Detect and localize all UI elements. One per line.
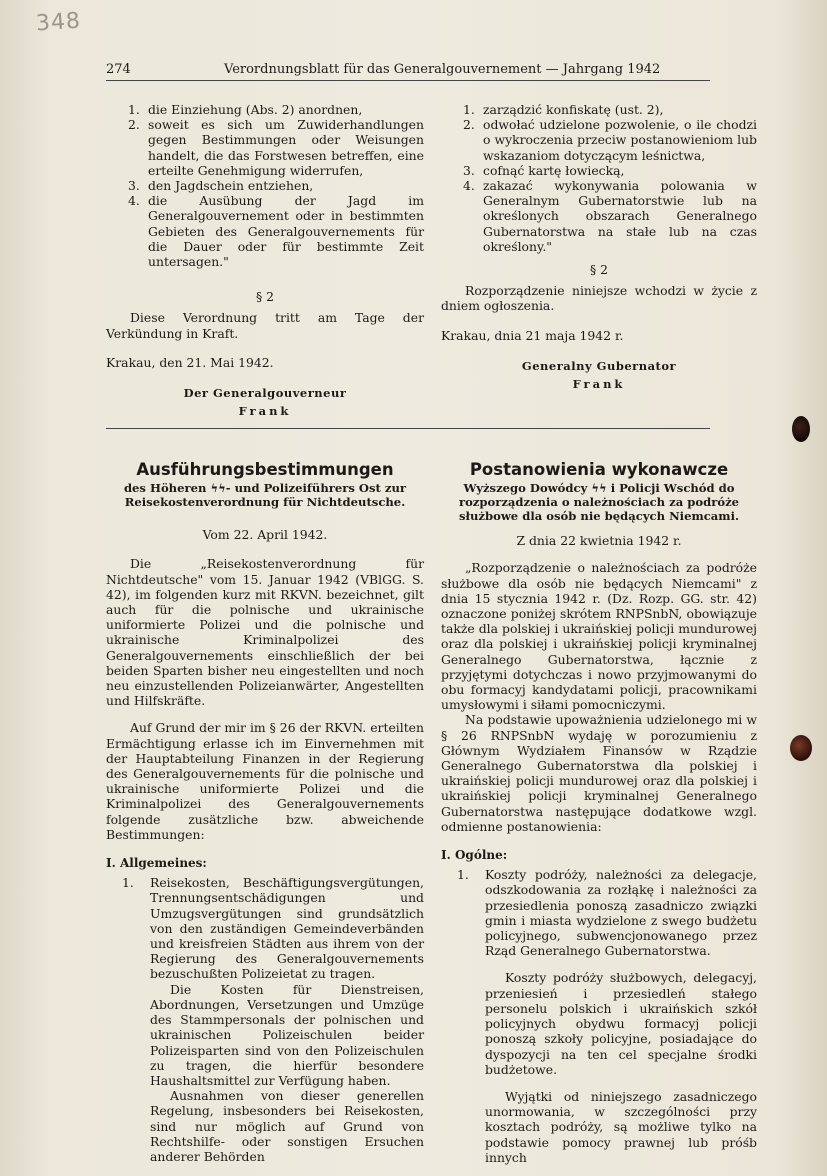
polish-date: Z dnia 22 kwietnia 1942 r. <box>516 533 682 549</box>
german-subheading: des Höheren ϟϟ- und Polizeiführers Ost zur Reisekostenverordnung für Nichtdeutsche. <box>123 481 407 510</box>
signature-title: Der Generalgouverneur <box>183 386 347 401</box>
place-date: Krakau, den 21. Mai 1942. <box>106 354 274 370</box>
place-date: Krakau, dnia 21 maja 1942 r. <box>441 327 624 343</box>
list-item: 4. die Ausübung der Jagd im Generalgouvernement oder in bestimmten Gebieten des Generalgouvernements für die Dauer oder für bestimmte Zeit untersagen." <box>128 193 424 270</box>
polish-paragraph-1: „Rozporządzenie o należnościach za podróże służbowe dla osób nie będących Niemcami" z dnia 15 stycznia 1942 r. (Dz. Rozp. GG. str. 42) oznaczone poniżej skrótem RNPSnbN, obowiązuje także dla polskiej i ukraińskiej policji mundurowej oraz dla polskiej i ukraińskiej policji kryminalnej Generalnego Gubernatorstwa, łącznie z przyjętymi dotychczas i nowo przyjmowanymi do obu formacyj kandydatami policji, pracownikami umysłowymi i siłami pomocniczymi. <box>441 560 757 713</box>
section-mark: § 2 <box>589 262 609 278</box>
german-paragraph-2: Auf Grund der mir im § 26 der RKVN. erteilten Ermächtigung erlasse ich im Einvernehmen mit der Hauptabteilung Finanzen in der Regierung des Generalgouvernements für die polnische und ukrainische uniformierte Polizei und die Kriminalpolizei des Generalgouvernements folgende zusätzliche bzw. abweichende Bestimmungen: <box>106 720 424 842</box>
list-item: 1. zarządzić konfiskatę (ust. 2), <box>463 102 664 117</box>
section-divider <box>106 428 710 429</box>
list-item: 1. die Einziehung (Abs. 2) anordnen, <box>128 102 363 117</box>
polish-section-item: 1. Koszty podróży, należności za delegacje, odszkodowania za rozłąkę i należności za przesiedlenia ponoszą zasadniczo związki gmin i miasta wydzielone z swego budżetu policyjnego, subwencjonowanego przez Rząd Generalnego Gubernatorstwa. <box>457 867 757 959</box>
list-item: 2. soweit es sich um Zuwiderhandlungen gegen Bestimmungen oder Weisungen handelt, die das Forstwesen betreffen, eine erteilte Genehmigung widerrufen, <box>128 117 424 178</box>
binder-hole <box>792 416 810 442</box>
german-paragraph-4: Ausnahmen von dieser generellen Regelung, insbesonders bei Reisekosten, sind nur möglich auf Grund von Rechtshilfe- oder sonstigen Ersuchen anderer Behörden <box>150 1088 424 1164</box>
top-right-column <box>441 102 757 392</box>
list-item: 4. zakazać wykonywania polowania w Generalnym Gubernatorstwie lub na określonych obszarach Generalnego Gubernatorstwa na stałe lub na czas określony." <box>463 178 757 254</box>
header-rule <box>106 80 710 81</box>
polish-paragraph-4: Wyjątki od niniejszego zasadniczego unormowania, w szczególności przy kosztach podróży, są możliwe tylko na podstawie pomocy prawnej lub próśb innych <box>485 1088 757 1165</box>
polish-paragraph-3: Koszty podróży służbowych, delegacyj, przeniesień i przesiedleń stałego personelu polskich i ukraińskich szkół policyjnych obydwu formacyj policji ponoszą szkoły policyjne, posiadające do dyspozycji na ten cel specjalne środki budżetowe. <box>485 970 757 1077</box>
german-section-item: 1. Reisekosten, Beschäftigungsvergütungen, Trennungsentschädigungen und Umzugsvergütungen sind grundsätzlich von den zuständigen Gemeindeverbänden und kreisfreien Städten aus ihrem von der Regierung des Generalgouvernements bezuschußten Polizeietat zu tragen. <box>122 875 424 982</box>
german-item-list <box>106 102 424 269</box>
list-item: 3. cofnąć kartę łowiecką, <box>463 162 625 178</box>
page-number: 274 <box>106 62 131 77</box>
section-text: Diese Verordnung tritt am Tage der Verkündung in Kraft. <box>106 310 424 341</box>
polish-subheading: Wyższego Dowódcy ϟϟ i Policji Wschód do rozporządzenia o należnościach za podróże służbowe dla osób nie będących Niemcami. <box>458 481 740 524</box>
polish-heading: Postanowienia wykonawcze <box>469 460 729 479</box>
polish-section-head: I. Ogólne: <box>441 848 508 863</box>
german-heading: Ausführungsbestimmungen <box>136 460 394 479</box>
polish-paragraph-2: Na podstawie upoważnienia udzielonego mi w § 26 RNPSnbN wydaję w porozumieniu z Głównym Wydziałem Finansów w Rządzie Generalnego Gubernatorstwa dla polskiej i ukraińskiej policji mundurowej oraz dla polskiej i ukraińskiej policji kryminalnej Generalnego Gubernatorstwa następujące dodatkowe wzgl. odmienne postanowienia: <box>441 712 757 834</box>
signature-name: Frank <box>238 404 292 419</box>
top-left-column <box>106 102 424 419</box>
signature-name: Frank <box>572 377 626 392</box>
section-text: Rozporządzenie niniejsze wchodzi w życie z dniem ogłoszenia. <box>441 283 757 314</box>
pencil-archive-number: 348 <box>35 8 82 37</box>
bottom-right-column <box>441 462 757 1165</box>
german-date: Vom 22. April 1942. <box>202 527 328 543</box>
polish-item-list <box>441 102 757 254</box>
bottom-left-column <box>106 462 424 1164</box>
german-paragraph-1: Die „Reisekostenverordnung für Nichtdeutsche" vom 15. Januar 1942 (VBlGG. S. 42), im folgenden kurz mit RKVN. bezeichnet, gilt auch für die polnische und ukrainische uniformierte Polizei und die polnische und ukrainische Kriminalpolizei des Generalgouvernements einschließlich der bei beiden Sparten bisher neu eingestellten und noch neu einzustellenden Polizeianwärter, Angestellten und Hilfskräfte. <box>106 556 424 709</box>
binder-hole <box>790 735 812 761</box>
german-paragraph-3: Die Kosten für Dienstreisen, Abordnungen, Versetzungen und Umzüge des Stammpersonals der polnischen und ukrainischen Polizeischulen beider Polizeisparten sind von den Polizeischulen zu tragen, die hierfür besondere Haushaltsmittel zur Verfügung haben. <box>150 981 424 1088</box>
signature-title: Generalny Gubernator <box>521 358 677 373</box>
list-item: 3. den Jagdschein entziehen, <box>128 178 314 194</box>
section-mark: § 2 <box>255 289 275 305</box>
list-item: 2. odwołać udzielone pozwolenie, o ile chodzi o wykroczenia przeciw postanowieniom lub wskazaniom dotyczącym leśnictwa, <box>463 117 757 163</box>
german-section-head: I. Allgemeines: <box>106 856 207 871</box>
publication-title: Verordnungsblatt für das Generalgouvernement — Jahrgang 1942 <box>224 62 661 77</box>
